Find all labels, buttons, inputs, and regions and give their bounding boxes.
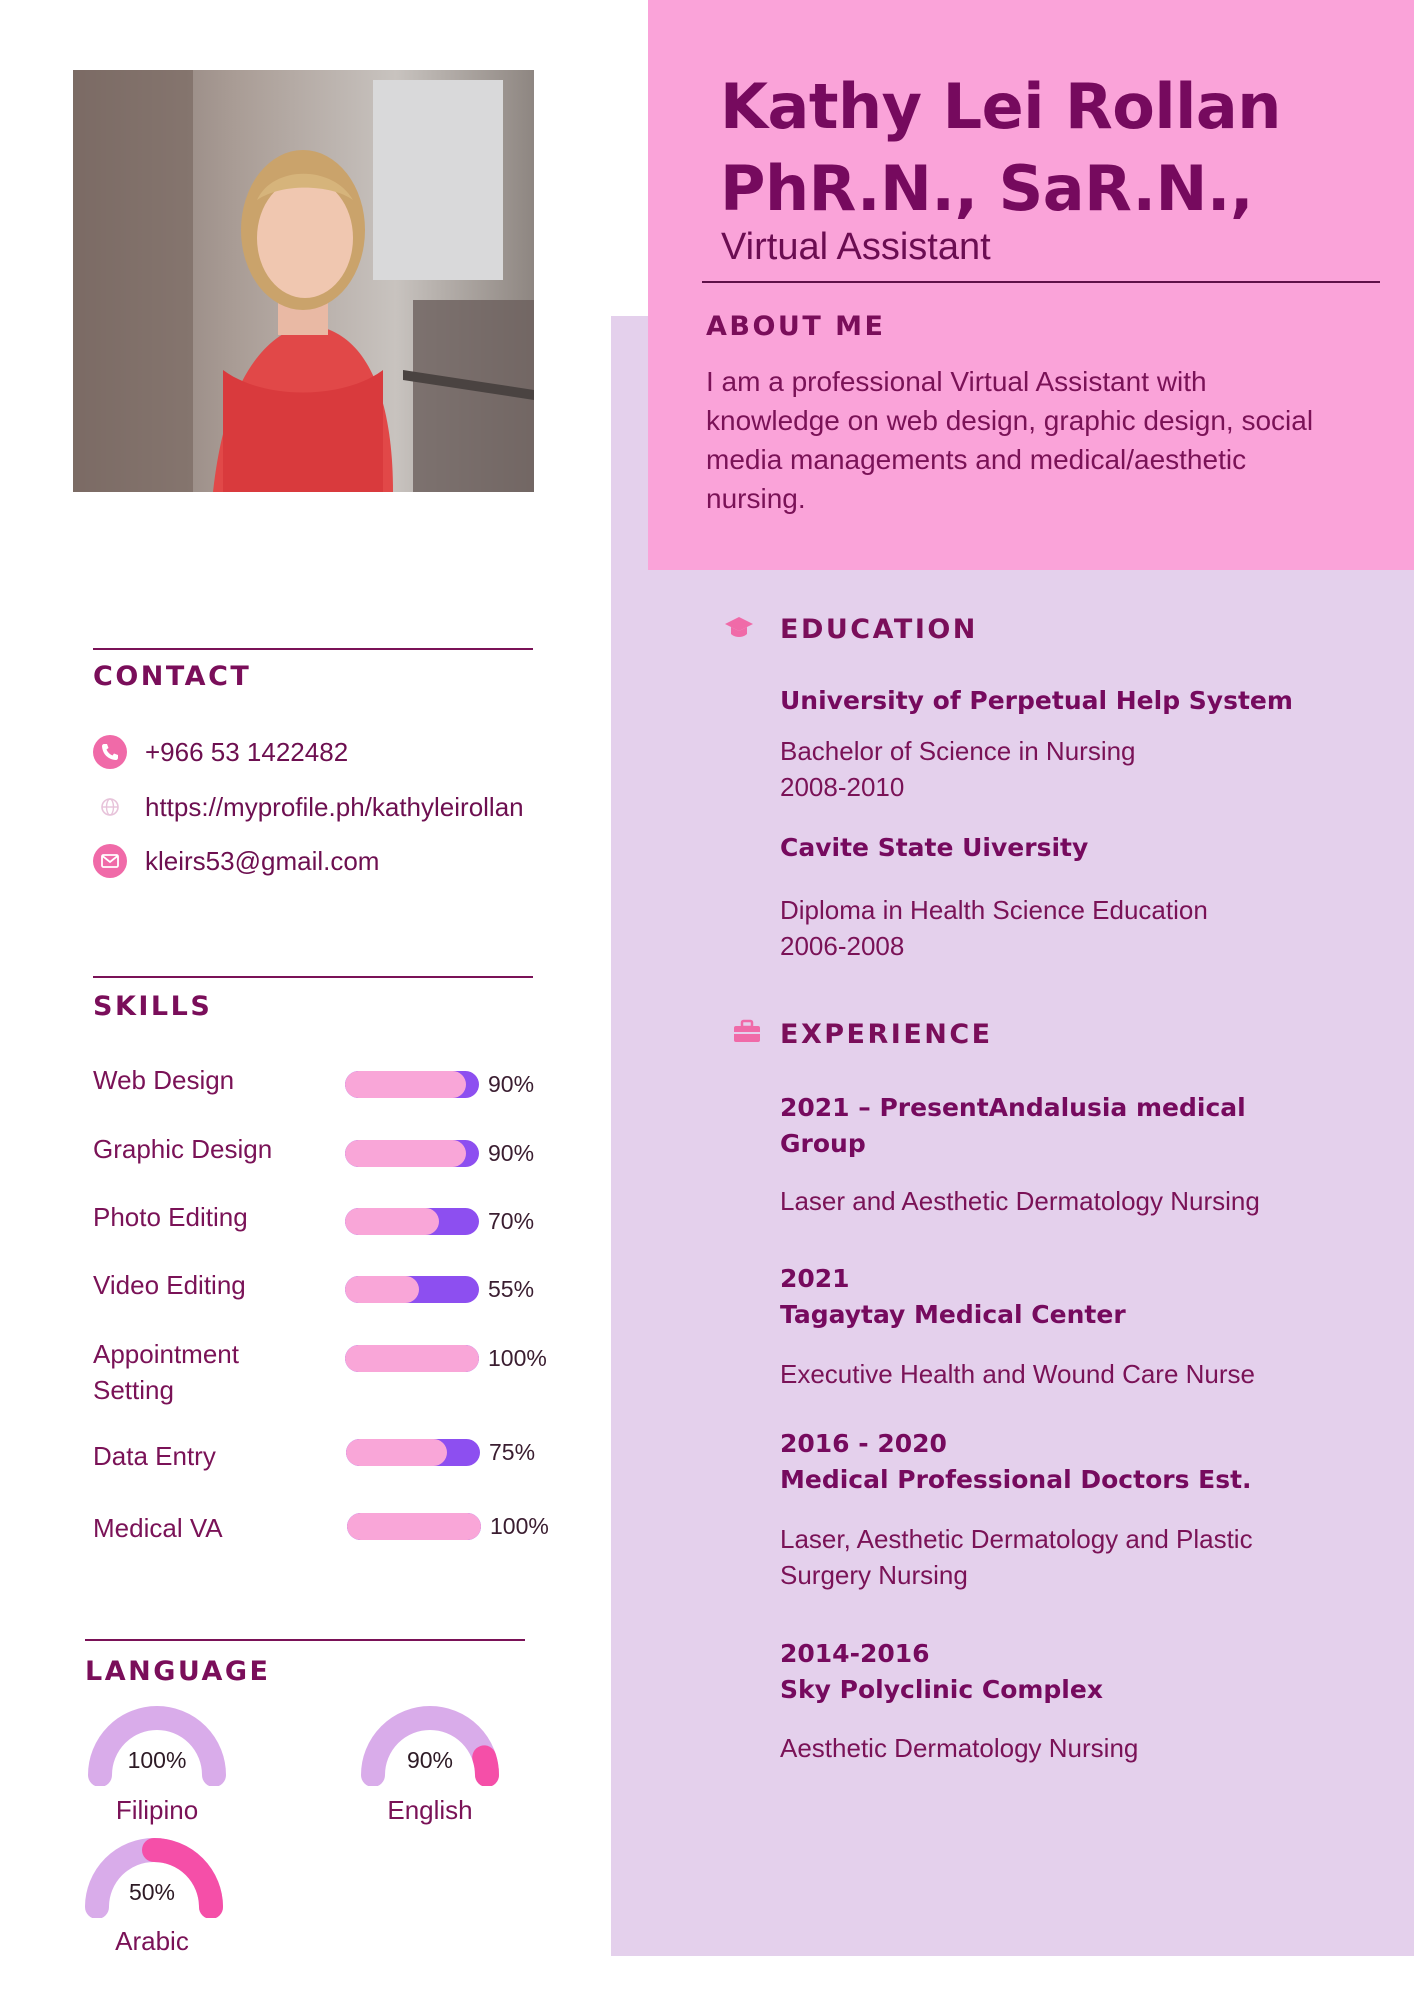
skill-bar (347, 1513, 481, 1540)
education-degree: Diploma in Health Science Education (780, 895, 1208, 925)
education-years: 2008-2010 (780, 772, 905, 802)
gauge-percent: 90% (406, 1747, 454, 1773)
skill-percent: 100% (488, 1345, 547, 1371)
skill-bar-fill (345, 1071, 466, 1098)
skill-percent: 100% (490, 1513, 549, 1539)
skill-bar (345, 1276, 479, 1303)
experience-date-employer: 2021 – PresentAndalusia medical (780, 1093, 1246, 1122)
contact-email[interactable] (93, 843, 379, 879)
experience-entry (780, 1090, 1246, 1162)
experience-date: 2016 - 2020 (780, 1429, 947, 1458)
experience-heading: EXPERIENCE (780, 1019, 993, 1050)
skill-percent: 70% (488, 1208, 535, 1234)
briefcase-icon (732, 1019, 762, 1050)
experience-role: Laser and Aesthetic Dermatology Nursing (780, 1186, 1260, 1216)
education-years: 2006-2008 (780, 931, 905, 961)
skill-bar (345, 1345, 479, 1372)
experience-employer: Tagaytay Medical Center (780, 1300, 1126, 1329)
skill-percent: 75% (489, 1439, 536, 1465)
about-text: I am a professional Virtual Assistant with knowledge on web design, graphic design, social media managements and medical/aesthetic nursing. (706, 366, 1314, 514)
experience-date: 2014-2016 (780, 1639, 930, 1668)
skill-percent: 55% (488, 1276, 535, 1302)
skill-percent: 90% (488, 1071, 535, 1097)
education-heading: EDUCATION (780, 614, 978, 645)
language-name: Arabic (115, 1926, 189, 1956)
website-link: https://myprofile.ph/kathyleirollan (145, 791, 524, 822)
contact-phone[interactable] (93, 734, 348, 770)
name-line-2: PhR.N., SaR.N., (720, 152, 1254, 225)
gauge-percent: 100% (127, 1747, 187, 1773)
experience-employer: Group (780, 1129, 866, 1158)
graduation-cap-icon (723, 614, 755, 647)
skill-bar (345, 1140, 479, 1167)
contact-website[interactable] (93, 789, 524, 825)
experience-employer: Medical Professional Doctors Est. (780, 1465, 1252, 1494)
title-divider (702, 281, 1380, 283)
language-divider (85, 1639, 525, 1641)
experience-entry (780, 1261, 1126, 1333)
skill-label: Graphic Design (93, 1134, 273, 1164)
skill-label: Video Editing (93, 1270, 246, 1300)
contact-divider (93, 648, 533, 650)
language-heading: LANGUAGE (85, 1656, 271, 1687)
phone-icon (93, 735, 127, 769)
web-icon (93, 790, 127, 824)
about-heading: ABOUT ME (706, 311, 886, 342)
skill-label: Web Design (93, 1065, 235, 1095)
education-institution: University of Perpetual Help System (780, 686, 1293, 715)
experience-role: Laser, Aesthetic Dermatology and Plastic Surgery Nursing (780, 1524, 1253, 1590)
experience-entry (780, 1426, 1252, 1498)
education-degree: Bachelor of Science in Nursing (780, 736, 1136, 766)
skill-label: Data Entry (93, 1441, 216, 1471)
skills-heading: SKILLS (93, 991, 213, 1022)
skill-bar (346, 1439, 480, 1466)
contact-heading: CONTACT (93, 661, 252, 692)
skill-bar-fill (345, 1208, 439, 1235)
experience-entry (780, 1636, 1103, 1708)
skill-label: Photo Editing (93, 1202, 248, 1232)
experience-date: 2021 (780, 1264, 850, 1293)
skill-bar (345, 1071, 479, 1098)
skill-bar-fill (345, 1345, 479, 1372)
language-name: Filipino (115, 1795, 199, 1825)
skill-percent: 90% (488, 1140, 535, 1166)
skill-bar-fill (346, 1439, 447, 1466)
gauge-percent: 50% (128, 1879, 176, 1905)
skill-bar-fill (345, 1140, 466, 1167)
skills-divider (93, 976, 533, 978)
skill-bar (345, 1208, 479, 1235)
experience-employer: Sky Polyclinic Complex (780, 1675, 1103, 1704)
skill-label: Appointment Setting (93, 1339, 239, 1405)
name-line-1: Kathy Lei Rollan (720, 70, 1281, 143)
skill-bar-fill (345, 1276, 419, 1303)
education-institution: Cavite State Uiversity (780, 833, 1089, 862)
candidate-name (720, 66, 1281, 230)
job-title: Virtual Assistant (721, 226, 991, 268)
skill-bar-fill (347, 1513, 481, 1540)
language-name: English (387, 1795, 473, 1825)
experience-role: Executive Health and Wound Care Nurse (780, 1359, 1255, 1389)
phone-text: +966 53 1422482 (145, 736, 349, 767)
skill-label: Medical VA (93, 1513, 223, 1543)
experience-role: Aesthetic Dermatology Nursing (780, 1733, 1139, 1763)
profile-photo (73, 70, 534, 492)
email-text: kleirs53@gmail.com (145, 845, 380, 876)
mail-icon (93, 844, 127, 878)
